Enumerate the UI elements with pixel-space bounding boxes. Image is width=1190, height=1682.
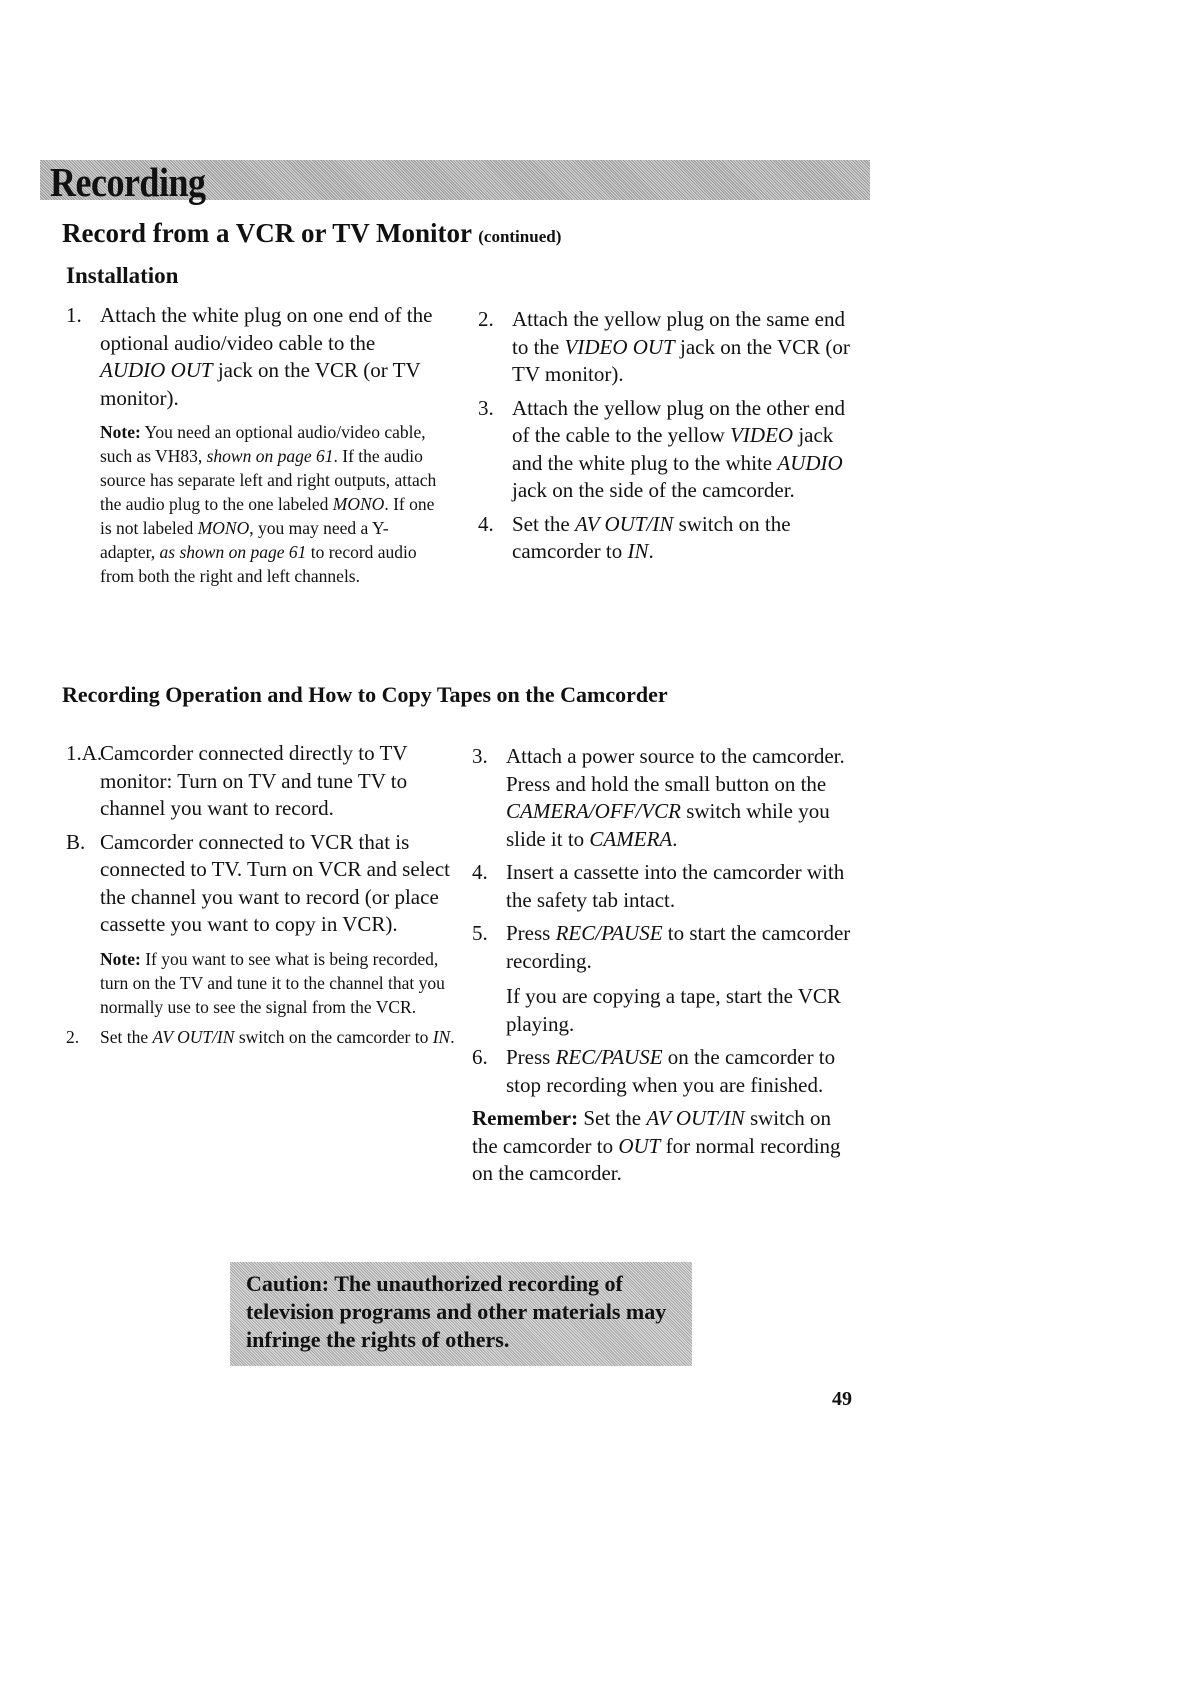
item-number: 1.A. xyxy=(66,741,103,765)
item-text xyxy=(506,743,857,853)
text-run: Attach a power source to the camcorder. Press and hold the small button on the xyxy=(506,744,845,796)
text-run: to record audio from both the right and left channels. xyxy=(100,542,417,586)
text-run: IN xyxy=(627,539,649,563)
list-item xyxy=(66,740,456,823)
text-run: Attach the yellow plug on the other end of the cable to the yellow xyxy=(512,395,845,447)
item-number: 5. xyxy=(472,921,488,945)
text-run: switch while you slide it to xyxy=(506,799,830,851)
installation-right-column xyxy=(478,306,858,572)
item-number: 6. xyxy=(472,1045,488,1069)
list-item xyxy=(478,511,858,566)
text-run: . xyxy=(672,826,678,851)
text-run: . xyxy=(450,1026,455,1047)
text-run: shown on page 61 xyxy=(206,446,334,466)
text-run: MONO xyxy=(332,494,385,514)
text-run: jack on the side of the camcorder. xyxy=(512,478,795,502)
item-text xyxy=(100,829,456,939)
text-run: . xyxy=(648,539,654,563)
item-text xyxy=(100,740,456,823)
list-item xyxy=(478,395,858,505)
text-run: Press xyxy=(506,1045,556,1069)
text-run: , you may need a Y-adapter, xyxy=(100,518,389,562)
caution-text: Caution: The unauthorized recording of television programs and other materials may infringe the rights of others. xyxy=(246,1271,667,1352)
text-run: OUT xyxy=(618,1133,661,1158)
operation-heading: Recording Operation and How to Copy Tapes on the Camcorder xyxy=(62,682,668,707)
text-run: If you want to see what is being recorded, turn on the TV and tune it to the channel that you normally use to see the signal from the VCR. xyxy=(100,948,445,1017)
installation-left-column xyxy=(66,302,438,594)
text-run: Note: xyxy=(100,422,141,442)
item-text xyxy=(512,395,858,505)
text-run: Note: xyxy=(100,948,141,969)
text-run: . If one is not labeled xyxy=(100,494,435,538)
text-run: Set the xyxy=(578,1106,647,1130)
list-item xyxy=(472,1044,857,1099)
text-run: as shown on page 61 xyxy=(159,542,307,562)
list-item xyxy=(472,743,857,853)
list-item xyxy=(472,920,857,975)
text-run: to start the camcorder recording. xyxy=(506,921,851,973)
text-run: Set the xyxy=(100,1026,153,1047)
text-run: AUDIO xyxy=(777,450,843,475)
text-run: CAMERA xyxy=(589,826,673,851)
section-banner xyxy=(40,159,870,206)
text-run: for normal recording on the camcorder. xyxy=(472,1133,841,1185)
text-run: Attach the yellow plug on the same end to the xyxy=(512,307,845,359)
text-run: jack on the VCR (or TV monitor). xyxy=(512,334,850,386)
heading-text: Record from a VCR or TV Monitor xyxy=(62,218,472,248)
item-number: B. xyxy=(66,829,86,854)
item-number: 2. xyxy=(478,307,494,331)
item-number: 3. xyxy=(478,395,494,420)
item-text xyxy=(506,859,857,914)
banner-title: Recording xyxy=(50,159,206,206)
text-run: Set the xyxy=(512,511,575,536)
text-run: VIDEO xyxy=(730,423,794,447)
item-number: 1. xyxy=(66,303,82,327)
operation-left-column xyxy=(66,740,456,1055)
text-run: jack and the white plug to the white xyxy=(512,423,834,475)
text-run: Insert a cassette into the camcorder with the safety tab intact. xyxy=(506,860,845,912)
text-run: Camcorder connected directly to TV monitor: Turn on TV and tune TV to channel you want to record. xyxy=(100,741,408,820)
list-item xyxy=(66,1025,456,1049)
item-text xyxy=(506,920,857,975)
text-run: switch on the camcorder to xyxy=(472,1106,832,1158)
text-run: VIDEO OUT xyxy=(564,334,675,359)
text-run: IN xyxy=(432,1026,451,1047)
list-item xyxy=(478,306,858,389)
text-run: MONO xyxy=(197,518,250,538)
text-run: AUDIO OUT xyxy=(100,358,213,382)
list-item xyxy=(66,302,438,412)
text-run: If you are copying a tape, start the VCR playing. xyxy=(506,984,841,1036)
page-heading xyxy=(62,218,561,249)
item-note xyxy=(100,947,456,1019)
text-run: REC/PAUSE xyxy=(555,921,663,945)
text-run: Attach the white plug on one end of the optional audio/video cable to the xyxy=(100,303,433,355)
item-extra xyxy=(506,983,857,1038)
text-run: REC/PAUSE xyxy=(555,1045,663,1069)
remember-note xyxy=(472,1105,857,1188)
item-number: 2. xyxy=(66,1026,80,1047)
item-text xyxy=(512,511,858,566)
text-run: CAMERA/OFF/VCR xyxy=(506,799,681,823)
text-run: AV OUT/IN xyxy=(646,1106,745,1130)
list-item xyxy=(66,829,456,939)
text-run: switch on the camcorder to xyxy=(512,511,791,563)
text-run: . If the audio source has separate left and right outputs, attach the audio plug to the one labeled xyxy=(100,446,437,514)
text-run: on the camcorder to stop recording when you are finished. xyxy=(506,1045,836,1097)
text-run: jack on the VCR (or TV monitor). xyxy=(100,358,421,410)
list-item xyxy=(472,859,857,914)
operation-right-column xyxy=(472,743,857,1188)
text-run: AV OUT/IN xyxy=(575,511,674,536)
item-number: 4. xyxy=(472,860,488,884)
text-run: Remember: xyxy=(472,1106,579,1130)
heading-suffix: (continued) xyxy=(478,227,562,246)
item-number: 3. xyxy=(472,744,488,768)
item-text xyxy=(506,1044,857,1099)
caution-box xyxy=(230,1262,692,1366)
text-run: Camcorder connected to VCR that is connected to TV. Turn on VCR and select the channel you want to record (or place cassette you want to copy in VCR). xyxy=(100,829,450,936)
item-text xyxy=(100,1025,456,1049)
text-run: AV OUT/IN xyxy=(152,1026,235,1047)
text-run: switch on the camcorder to xyxy=(234,1026,433,1047)
text-run: Press xyxy=(506,921,556,945)
item-number: 4. xyxy=(478,511,494,536)
item-text xyxy=(100,302,438,412)
text-run: You need an optional audio/video cable, such as VH83, xyxy=(100,422,426,466)
installation-heading: Installation xyxy=(66,263,179,288)
page-number: 49 xyxy=(832,1388,852,1410)
item-text xyxy=(512,306,858,389)
item-note xyxy=(100,420,438,588)
